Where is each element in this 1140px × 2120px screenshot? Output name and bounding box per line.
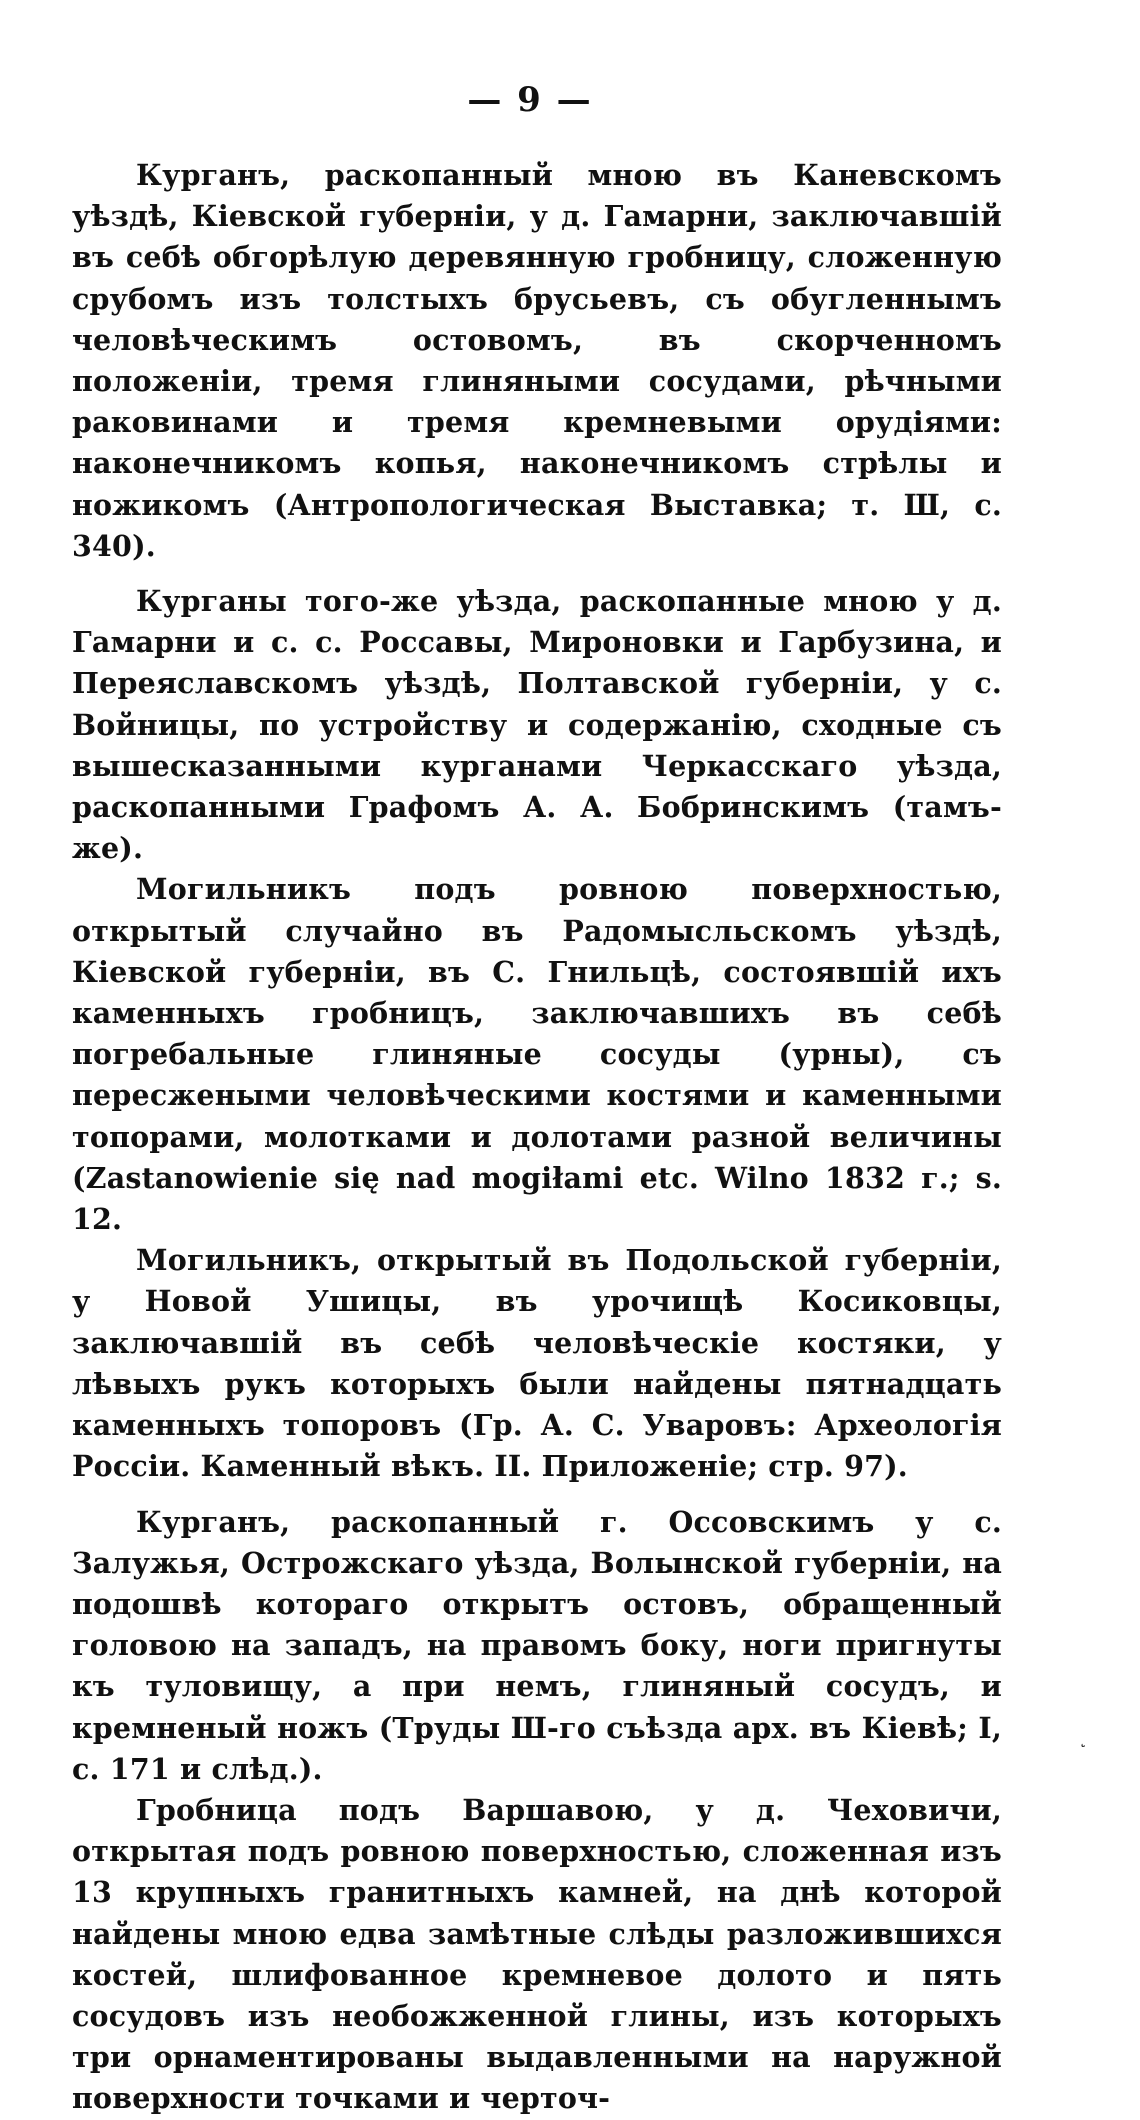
body-text	[72, 155, 1002, 2120]
scan-mark: ˛	[1072, 1727, 1089, 1750]
paragraph-6: Гробница подъ Варшавою, у д. Чеховичи, открытая подъ ровною поверхностью, сложенная изъ 13 крупныхъ гранитныхъ камней, на днѣ которой найдены мною едва замѣтные слѣды разложившихся костей, шлифованное кремневое долото и пять сосудовъ изъ необожженной глины, изъ которыхъ три орнаментированы выдавленными на наружной поверхности точками и черточ-	[72, 1792, 1002, 2116]
paragraph-1: Курганъ, раскопанный мною въ Каневскомъ уѣздѣ, Кіевской губерніи, у д. Гамарни, заключавшій въ себѣ обгорѣлую деревянную гробницу, сложенную срубомъ изъ толстыхъ брусьевъ, съ обугленнымъ человѣческимъ остовомъ, въ скорченномъ положеніи, тремя глиняными сосудами, рѣчными раковинами и тремя кремневыми орудіями: наконечникомъ копья, наконечникомъ стрѣлы и ножикомъ (Антропологическая Выставка; т. Ш, с. 340).	[72, 158, 1002, 563]
paragraph-3: Могильникъ подъ ровною поверхностью, открытый случайно въ Радомысльскомъ уѣздѣ, Кіевской губерніи, въ С. Гнильцѣ, состоявшій ихъ каменныхъ гробницъ, заключавшихъ въ себѣ погребальные глиняные сосуды (урны), съ пересжеными человѣческими костями и каменными топорами, молотками и долотами разной величины (Zastanowienie się nad mogiłami etc. Wilno 1832 г.; s. 12.	[72, 872, 1002, 1237]
paragraph-4: Могильникъ, открытый въ Подольской губерніи, у Новой Ушицы, въ урочищѣ Косиковцы, заключавшій въ себѣ человѣческіе костяки, у лѣвыхъ рукъ которыхъ были найдены пятнадцать каменныхъ топоровъ (Гр. А. С. Уваровъ: Археологія Россіи. Каменный вѣкъ. II. Приложеніе; стр. 97).	[72, 1243, 1002, 1484]
page-number: — 9 —	[467, 80, 593, 120]
paragraph-2: Курганы того-же уѣзда, раскопанные мною у д. Гамарни и с. с. Россавы, Мироновки и Гарбузина, и Переяславскомъ уѣздѣ, Полтавской губерніи, у с. Войницы, по устройству и содержанію, сходные съ вышесказанными курганами Черкасскаго уѣзда, раскопанными Графомъ А. А. Бобринскимъ (тамъ-же).	[72, 584, 1002, 866]
paragraph-5: Курганъ, раскопанный г. Оссовскимъ у с. Залужья, Острожскаго уѣзда, Волынской губерніи, на подошвѣ котораго открытъ остовъ, обращенный головою на западъ, на правомъ боку, ноги пригнуты къ туловищу, а при немъ, глиняный сосудъ, и кремненый ножъ (Труды Ш-го съѣзда арх. въ Кіевѣ; I, с. 171 и слѣд.).	[72, 1504, 1002, 1786]
